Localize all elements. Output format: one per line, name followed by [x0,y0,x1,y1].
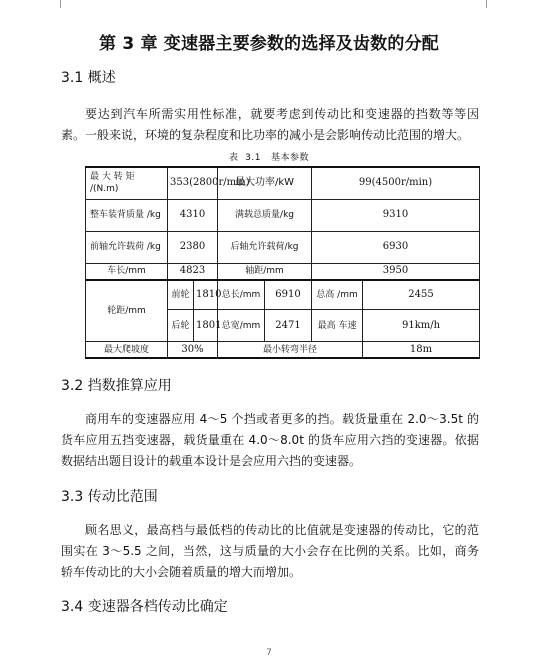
top-speed-value: 91km/h [363,310,480,342]
track-label: 轮距/mm [86,280,168,342]
front-track-label: 前轮 [168,280,194,310]
section-heading-3-3: 3.3 传动比范围 [61,489,158,505]
margin-mark-left [50,0,61,8]
max-power-label: 最大功率/kW [218,167,312,199]
section-paragraph-3-2: 商用车的变速器应用 4～5 个挡或者更多的挡。载货量重在 2.0～3.5t 的货车应用五挡变速器，载货量重在 4.0～8.0t 的货车应用六挡的变速器。依据数据结出题目设计的载重本设计是会应用六挡的变速器。 [61,412,479,468]
max-torque-value: 353(2800r/min) [168,167,218,199]
max-grade-label: 最大爬坡度 [86,342,168,358]
curb-mass-label: 整车装背质量 /kg [86,199,168,231]
front-axle-load-label: 前轴允许载荷 /kg [86,231,168,263]
overall-length-label: 总长/mm [218,280,265,310]
rear-axle-load-label: 后轴允许载荷/kg [218,231,312,263]
wheelbase-label: 轴距/mm [218,263,312,279]
vehicle-length-value: 4823 [168,263,218,279]
section-heading-3-4: 3.4 变速器各档传动比确定 [61,599,228,615]
max-power-value: 99(4500r/min) [312,167,480,199]
section-heading-3-2: 3.2 挡数推算应用 [61,378,172,394]
table-row [86,167,480,199]
wheelbase-value: 3950 [312,263,480,279]
overall-height-value: 2455 [363,280,480,310]
table-row [86,280,480,310]
min-turning-radius-label: 最小转弯半径 [218,342,363,358]
overall-width-value: 2471 [265,310,312,342]
basic-parameters-table [85,166,480,359]
gross-mass-value: 9310 [312,199,480,231]
rear-track-value: 1801 [194,310,218,342]
table-row [86,342,480,358]
overall-height-label: 总高 /mm [312,280,363,310]
front-track-value: 1810 [194,280,218,310]
table-row [86,199,480,231]
max-grade-value: 30% [168,342,218,358]
section-paragraph-3-3: 顾名思义，最高档与最低档的传动比的比值就是变速器的传动比，它的范围实在 3～5.5 之间，当然，这与质量的大小会存在比例的关系。比如，商务轿车传动比的大小会随着质量的增大而增加。 [61,523,479,579]
section-paragraph-3-1: 要达到汽车所需实用性标准，就要考虑到传动比和变速器的挡数等等因素。一般来说，环境的复杂程度和比功率的减小是会影响传动比范围的增大。 [61,107,479,142]
table-row [86,231,480,263]
margin-mark-right [486,0,497,8]
max-torque-label: 最 大 转 矩 /(N.m) [86,167,168,199]
chapter-title: 第 3 章 变速器主要参数的选择及齿数的分配 [99,34,439,54]
rear-axle-load-value: 6930 [312,231,480,263]
rear-track-label: 后轮 [168,310,194,342]
front-axle-load-value: 2380 [168,231,218,263]
overall-length-value: 6910 [265,280,312,310]
overall-width-label: 总宽/mm [218,310,265,342]
vehicle-length-label: 车长/mm [86,263,168,279]
curb-mass-value: 4310 [168,199,218,231]
top-speed-label: 最高 车速 [312,310,363,342]
page-number: 7 [266,648,272,658]
gross-mass-label: 满载总质量/kg [218,199,312,231]
table-row [86,263,480,279]
min-turning-radius-value: 18m [363,342,480,358]
section-heading-3-1: 3.1 概述 [61,70,116,86]
table-caption: 表 3.1 基本参数 [228,153,310,163]
